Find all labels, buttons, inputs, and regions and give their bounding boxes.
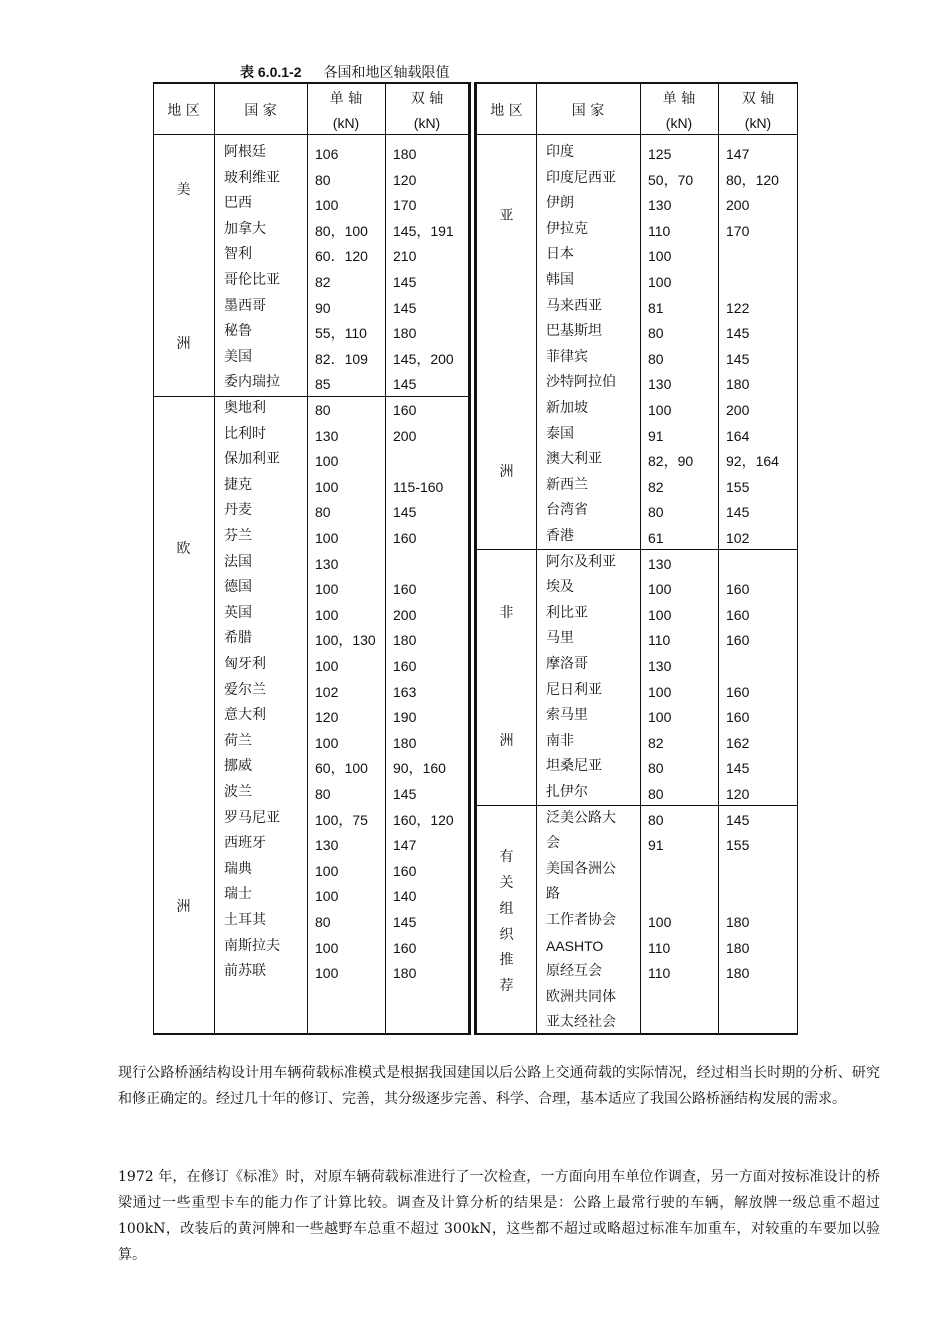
center-double-rule-a <box>468 82 471 1035</box>
asia-double-axle-10: 200 <box>726 402 750 418</box>
asia-single-axle-4: 100 <box>648 248 672 265</box>
americas-country-2: 巴西 <box>224 195 252 212</box>
header-country-l-label: 国 家 <box>244 103 277 119</box>
americas-single-axle-8: 82．109 <box>315 350 368 367</box>
europe-country-8: 英国 <box>224 604 252 621</box>
africa-double-axle-9: 120 <box>726 786 750 802</box>
europe-single-axle-0: 80 <box>315 402 331 418</box>
europe-country-19: 瑞士 <box>224 886 252 903</box>
asia-country-5: 韩国 <box>546 272 574 288</box>
africa-single-axle-0: 130 <box>648 555 672 572</box>
header-double-axle-l-unit: (kN) <box>413 115 441 131</box>
orgs-country-4: 工作者协会 <box>546 912 616 928</box>
europe-double-axle-4: 145 <box>393 504 417 521</box>
europe-single-axle-11: 102 <box>315 683 339 700</box>
asia-country-4: 日本 <box>546 246 574 263</box>
americas-double-axle-8: 145，200 <box>393 350 454 367</box>
orgs-country-5: AASHTO <box>546 937 604 954</box>
europe-double-axle-0: 160 <box>393 402 417 418</box>
left-col-rule-1 <box>307 82 308 1035</box>
europe-country-2: 保加利亚 <box>224 451 280 468</box>
right-col-rule-0 <box>536 82 537 1035</box>
asia-double-axle-15: 102 <box>726 530 750 546</box>
europe-double-axle-17: 147 <box>393 837 417 854</box>
orgs-double-axle-1: 155 <box>726 837 750 854</box>
europe-double-axle-16: 160，120 <box>393 811 454 828</box>
orgs-region-label-3: 织 <box>499 926 514 943</box>
europe-country-15: 波兰 <box>224 784 252 800</box>
table-bottom-border-right <box>477 1033 798 1035</box>
europe-single-axle-2: 100 <box>315 453 339 470</box>
europe-country-20: 土耳其 <box>224 912 266 928</box>
europe-single-axle-4: 80 <box>315 504 331 521</box>
orgs-single-axle-5: 110 <box>648 939 671 956</box>
americas-double-axle-7: 180 <box>393 325 417 342</box>
europe-double-axle-19: 140 <box>393 888 417 905</box>
asia-group-divider <box>477 549 798 550</box>
orgs-country-1: 会 <box>546 835 560 852</box>
axle-load-table <box>153 82 798 1035</box>
asia-country-7: 巴基斯坦 <box>546 323 602 340</box>
africa-single-axle-9: 80 <box>648 786 664 802</box>
europe-single-axle-21: 100 <box>315 939 339 956</box>
orgs-double-axle-6: 180 <box>726 965 750 982</box>
asia-country-9: 沙特阿拉伯 <box>546 374 616 391</box>
europe-double-axle-7: 160 <box>393 581 417 598</box>
africa-region-label-0: 非 <box>499 604 514 621</box>
africa-country-3: 马里 <box>546 630 574 647</box>
orgs-country-7: 欧洲共同体 <box>546 988 616 1005</box>
europe-double-axle-9: 180 <box>393 632 417 649</box>
orgs-region-label-4: 推 <box>499 952 514 969</box>
header-country-r <box>536 99 640 123</box>
europe-double-axle-13: 180 <box>393 734 417 751</box>
africa-country-5: 尼日利亚 <box>546 681 602 698</box>
header-country-r-label: 国 家 <box>571 103 605 119</box>
americas-region-label-1: 洲 <box>176 336 191 352</box>
header-double-axle-l-label: 双 轴 <box>410 91 444 107</box>
africa-country-8: 坦桑尼亚 <box>546 758 602 775</box>
americas-double-axle-4: 210 <box>393 248 417 265</box>
europe-country-4: 丹麦 <box>224 502 252 519</box>
orgs-region-label-5: 荐 <box>499 978 514 995</box>
asia-single-axle-10: 100 <box>648 402 672 418</box>
asia-single-axle-2: 130 <box>648 197 672 214</box>
asia-single-axle-14: 80 <box>648 504 664 521</box>
asia-country-0: 印度 <box>546 144 574 160</box>
americas-single-axle-9: 85 <box>315 376 331 393</box>
europe-double-axle-10: 160 <box>393 658 417 674</box>
africa-country-4: 摩洛哥 <box>546 656 588 672</box>
asia-double-axle-7: 145 <box>726 325 750 342</box>
africa-double-axle-1: 160 <box>726 581 750 598</box>
right-col-rule-1 <box>640 82 641 1035</box>
africa-single-axle-4: 130 <box>648 658 672 674</box>
africa-country-0: 阿尔及利亚 <box>546 553 616 570</box>
orgs-double-axle-0: 145 <box>726 811 750 828</box>
orgs-single-axle-6: 110 <box>648 965 671 982</box>
africa-country-9: 扎伊尔 <box>546 784 588 800</box>
americas-single-axle-2: 100 <box>315 197 339 214</box>
header-double-axle-r-unit: (kN) <box>744 115 772 131</box>
europe-single-axle-20: 80 <box>315 914 331 930</box>
asia-single-axle-8: 80 <box>648 350 664 367</box>
asia-country-8: 菲律宾 <box>546 348 588 365</box>
asia-single-axle-6: 81 <box>648 299 664 316</box>
table-bottom-border-left <box>153 1033 469 1035</box>
europe-single-axle-10: 100 <box>315 658 339 674</box>
asia-single-axle-3: 110 <box>648 222 671 239</box>
europe-single-axle-6: 130 <box>315 555 339 572</box>
header-single-axle-r-unit: (kN) <box>665 115 693 131</box>
asia-country-14: 台湾省 <box>546 502 588 519</box>
header-country-l <box>214 99 307 123</box>
europe-country-17: 西班牙 <box>224 835 266 852</box>
europe-single-axle-17: 130 <box>315 837 339 854</box>
orgs-double-axle-5: 180 <box>726 939 750 956</box>
europe-double-axle-1: 200 <box>393 427 417 444</box>
orgs-single-axle-0: 80 <box>648 811 664 828</box>
europe-double-axle-5: 160 <box>393 530 417 546</box>
asia-country-13: 新西兰 <box>546 476 588 493</box>
europe-double-axle-11: 163 <box>393 683 417 700</box>
orgs-single-axle-4: 100 <box>648 914 672 930</box>
europe-country-18: 瑞典 <box>224 860 252 877</box>
europe-single-axle-9: 100，130 <box>315 632 376 649</box>
orgs-country-2: 美国各洲公 <box>546 860 616 877</box>
paragraph-2: 1972 年，在修订《标准》时，对原车辆荷载标准进行了一次检查，一方面向用车单位作调查，另一方面对按标准设计的桥梁通过一些重型卡车的能力作了计算比较。调查及计算分析的结果是：公路上最常行驶的车辆，解放牌一级总重不超过 100kN，改装后的黄河牌和一些越野车总重不超过 300kN，这些都不超过或略超过标准车加重车，对较重的车要加以验算。 <box>118 1169 880 1263</box>
orgs-region-label-1: 关 <box>499 875 514 892</box>
americas-group-divider <box>153 396 469 397</box>
right-col-rule-2 <box>718 82 719 1035</box>
left-col-rule-2 <box>385 82 386 1035</box>
asia-region-label-0: 亚 <box>499 208 514 224</box>
asia-single-axle-9: 130 <box>648 376 672 393</box>
europe-country-10: 匈牙利 <box>224 656 266 672</box>
americas-country-3: 加拿大 <box>224 220 266 237</box>
europe-country-11: 爱尔兰 <box>224 681 266 698</box>
americas-country-9: 委内瑞拉 <box>224 374 280 391</box>
europe-double-axle-22: 180 <box>393 965 417 982</box>
header-region-r-label: 地 区 <box>490 103 523 119</box>
asia-country-3: 伊拉克 <box>546 220 588 237</box>
americas-double-axle-5: 145 <box>393 274 417 290</box>
asia-single-axle-5: 100 <box>648 274 672 290</box>
paragraph-1: 现行公路桥涵结构设计用车辆荷载标准模式是根据我国建国以后公路上交通荷载的实际情况，经过相当长时期的分析、研究和修正确定的。经过几十年的修订、完善，其分级逐步完善、科学、合理，基本适应了我国公路桥涵结构发展的需求。 <box>118 1065 880 1107</box>
header-region-l-label: 地 区 <box>167 103 200 119</box>
asia-double-axle-2: 200 <box>726 197 750 214</box>
header-region-r <box>477 99 536 123</box>
table-caption <box>240 62 449 82</box>
asia-country-1: 印度尼西亚 <box>546 169 616 186</box>
asia-double-axle-13: 155 <box>726 478 750 495</box>
header-single-axle-r <box>640 87 718 135</box>
europe-single-axle-1: 130 <box>315 427 339 444</box>
africa-single-axle-1: 100 <box>648 581 672 598</box>
table-right-border <box>797 82 798 1035</box>
asia-double-axle-3: 170 <box>726 222 750 239</box>
americas-single-axle-0: 106 <box>315 146 339 162</box>
americas-double-axle-9: 145 <box>393 376 417 393</box>
table-left-border <box>153 82 154 1035</box>
europe-country-3: 捷克 <box>224 476 252 493</box>
africa-region-label-1: 洲 <box>499 732 514 749</box>
americas-country-0: 阿根廷 <box>224 144 266 160</box>
europe-region-label-1: 洲 <box>176 899 191 916</box>
asia-country-6: 马来西亚 <box>546 297 602 314</box>
americas-single-axle-1: 80 <box>315 171 331 188</box>
europe-single-axle-7: 100 <box>315 581 339 598</box>
americas-country-1: 玻利维亚 <box>224 169 280 186</box>
americas-double-axle-3: 145，191 <box>393 222 454 239</box>
asia-single-axle-12: 82，90 <box>648 453 694 470</box>
header-single-axle-l-unit: (kN) <box>332 115 360 131</box>
europe-single-axle-12: 120 <box>315 709 339 726</box>
europe-country-21: 南斯拉夫 <box>224 937 280 954</box>
africa-group-divider <box>477 805 798 806</box>
asia-single-axle-13: 82 <box>648 478 664 495</box>
asia-single-axle-0: 125 <box>648 146 672 162</box>
americas-country-5: 哥伦比亚 <box>224 272 280 288</box>
table-number: 表 6.0.1-2 <box>240 64 302 80</box>
africa-single-axle-7: 82 <box>648 734 664 751</box>
europe-double-axle-21: 160 <box>393 939 417 956</box>
americas-single-axle-7: 55，110 <box>315 325 367 342</box>
europe-double-axle-15: 145 <box>393 786 417 802</box>
asia-double-axle-6: 122 <box>726 299 750 316</box>
europe-single-axle-8: 100 <box>315 606 339 623</box>
europe-double-axle-14: 90，160 <box>393 760 446 777</box>
africa-double-axle-5: 160 <box>726 683 750 700</box>
europe-country-1: 比利时 <box>224 425 266 442</box>
asia-double-axle-8: 145 <box>726 350 750 367</box>
americas-single-axle-3: 80，100 <box>315 222 368 239</box>
asia-double-axle-11: 164 <box>726 427 750 444</box>
europe-single-axle-14: 60，100 <box>315 760 368 777</box>
europe-single-axle-16: 100，75 <box>315 811 368 828</box>
header-single-axle-r-label: 单 轴 <box>662 91 696 107</box>
europe-single-axle-18: 100 <box>315 862 339 879</box>
americas-region-label-0: 美 <box>176 182 191 199</box>
asia-country-15: 香港 <box>546 528 574 544</box>
americas-double-axle-0: 180 <box>393 146 417 162</box>
table-top-border-right <box>477 82 798 84</box>
africa-single-axle-6: 100 <box>648 709 672 726</box>
europe-double-axle-20: 145 <box>393 914 417 930</box>
europe-country-16: 罗马尼亚 <box>224 809 280 826</box>
header-double-axle-r <box>718 87 798 135</box>
africa-country-6: 索马里 <box>546 707 588 724</box>
asia-double-axle-0: 147 <box>726 146 750 162</box>
americas-double-axle-6: 145 <box>393 299 417 316</box>
africa-country-2: 利比亚 <box>546 604 588 621</box>
header-single-axle-l-label: 单 轴 <box>329 91 363 107</box>
orgs-single-axle-1: 91 <box>648 837 664 854</box>
europe-country-6: 法国 <box>224 553 252 570</box>
africa-single-axle-5: 100 <box>648 683 672 700</box>
africa-single-axle-8: 80 <box>648 760 664 777</box>
europe-country-5: 芬兰 <box>224 528 252 544</box>
asia-single-axle-15: 61 <box>648 530 664 546</box>
europe-single-axle-5: 100 <box>315 530 339 546</box>
table-top-border-left <box>153 82 469 84</box>
header-double-axle-r-label: 双 轴 <box>741 91 775 107</box>
africa-single-axle-3: 110 <box>648 632 671 649</box>
europe-single-axle-13: 100 <box>315 734 339 751</box>
americas-country-6: 墨西哥 <box>224 297 266 314</box>
africa-double-axle-7: 162 <box>726 734 750 751</box>
orgs-country-8: 亚太经社会 <box>546 1014 616 1031</box>
africa-double-axle-6: 160 <box>726 709 750 726</box>
asia-double-axle-9: 180 <box>726 376 750 393</box>
europe-country-7: 德国 <box>224 579 252 596</box>
americas-single-axle-5: 82 <box>315 274 331 290</box>
table-title: 各国和地区轴载限值 <box>323 65 450 81</box>
americas-single-axle-6: 90 <box>315 299 331 316</box>
asia-country-10: 新加坡 <box>546 400 588 416</box>
header-single-axle-l <box>307 87 385 135</box>
asia-region-label-1: 洲 <box>499 464 514 480</box>
header-double-axle-l <box>385 87 469 135</box>
europe-double-axle-8: 200 <box>393 606 417 623</box>
europe-country-9: 希腊 <box>224 630 252 647</box>
asia-country-12: 澳大利亚 <box>546 451 602 468</box>
header-region-l <box>153 99 214 123</box>
europe-country-13: 荷兰 <box>224 732 252 749</box>
europe-country-0: 奥地利 <box>224 400 266 416</box>
europe-double-axle-12: 190 <box>393 709 417 726</box>
africa-single-axle-2: 100 <box>648 606 672 623</box>
africa-double-axle-8: 145 <box>726 760 750 777</box>
americas-double-axle-1: 120 <box>393 171 417 188</box>
asia-country-2: 伊朗 <box>546 195 574 212</box>
americas-single-axle-4: 60．120 <box>315 248 368 265</box>
left-col-rule-0 <box>214 82 215 1035</box>
asia-single-axle-11: 91 <box>648 427 664 444</box>
africa-double-axle-3: 160 <box>726 632 750 649</box>
americas-country-7: 秘鲁 <box>224 323 252 340</box>
europe-country-22: 前苏联 <box>224 963 266 980</box>
center-double-rule-b <box>474 82 477 1035</box>
asia-double-axle-12: 92，164 <box>726 453 779 470</box>
europe-single-axle-15: 80 <box>315 786 331 802</box>
europe-region-label-0: 欧 <box>176 540 191 557</box>
asia-single-axle-7: 80 <box>648 325 664 342</box>
americas-country-4: 智利 <box>224 246 252 263</box>
europe-double-axle-18: 160 <box>393 862 417 879</box>
asia-country-11: 泰国 <box>546 425 574 442</box>
asia-single-axle-1: 50，70 <box>648 171 694 188</box>
orgs-country-6: 原经互会 <box>546 963 602 980</box>
americas-country-8: 美国 <box>224 348 252 365</box>
americas-double-axle-2: 170 <box>393 197 417 214</box>
orgs-country-3: 路 <box>546 886 560 903</box>
orgs-region-label-0: 有 <box>499 849 514 866</box>
orgs-region-label-2: 组 <box>499 900 514 917</box>
orgs-country-0: 泛美公路大 <box>546 809 616 826</box>
europe-country-14: 挪威 <box>224 758 252 775</box>
europe-country-12: 意大利 <box>224 707 266 724</box>
europe-single-axle-19: 100 <box>315 888 339 905</box>
europe-double-axle-3: 115-160 <box>393 478 444 495</box>
orgs-double-axle-4: 180 <box>726 914 750 930</box>
asia-double-axle-1: 80，120 <box>726 171 779 188</box>
europe-single-axle-22: 100 <box>315 965 339 982</box>
africa-double-axle-2: 160 <box>726 606 750 623</box>
asia-double-axle-14: 145 <box>726 504 750 521</box>
europe-single-axle-3: 100 <box>315 478 339 495</box>
africa-country-7: 南非 <box>546 732 574 749</box>
africa-country-1: 埃及 <box>546 579 574 596</box>
